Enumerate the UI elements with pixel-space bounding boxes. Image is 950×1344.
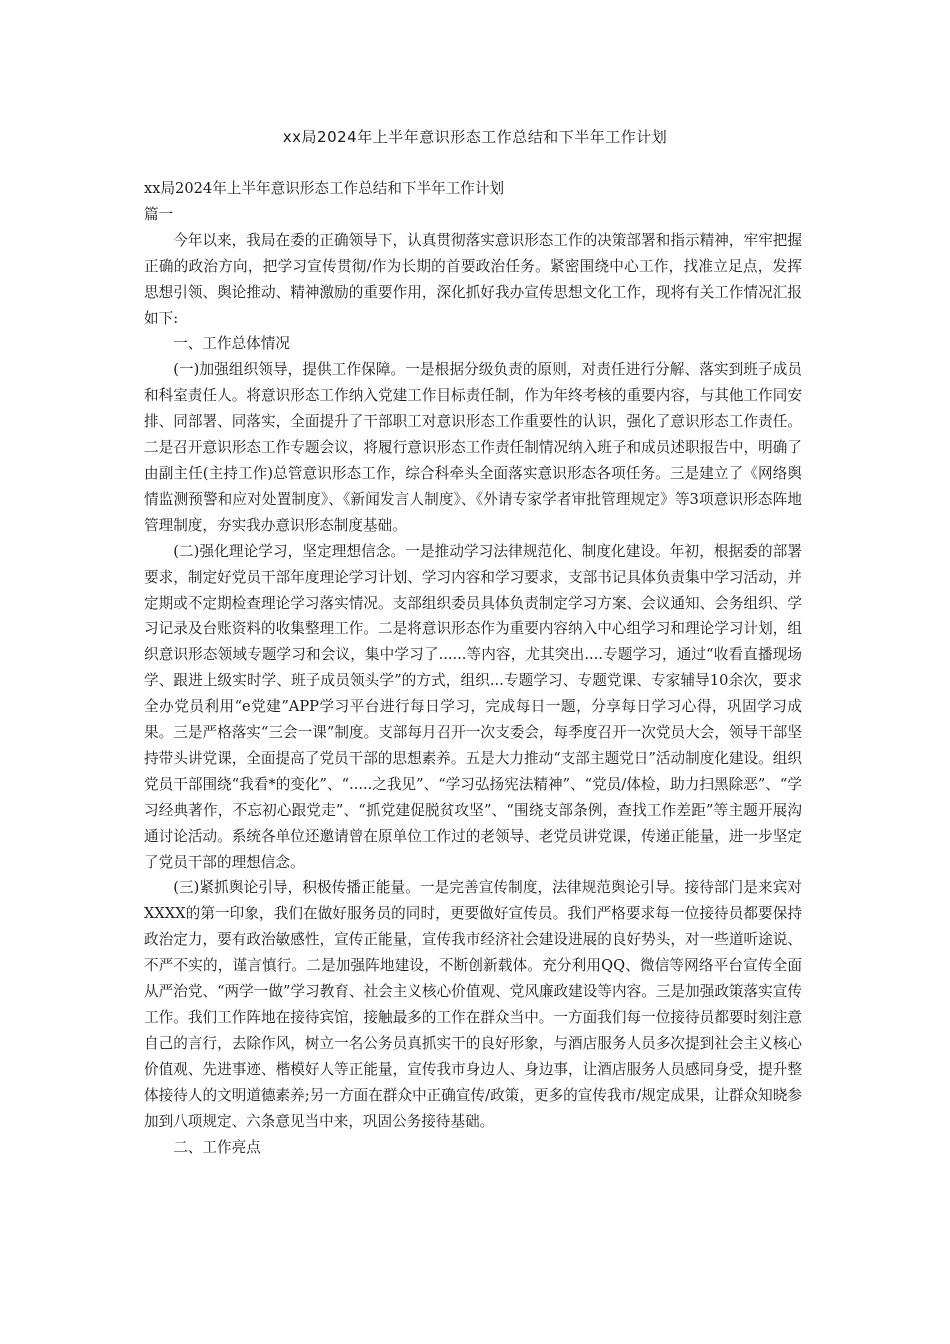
document-subtitle: xx局2024年上半年意识形态工作总结和下半年工作计划 (144, 180, 505, 197)
paragraph-public-opinion: (三)紧抓舆论引导，积极传播正能量。一是完善宣传制度，法律规范舆论引导。接待部门是来宾对XXXX的第一印象，我们在做好服务员的同时，更要做好宣传员。我们严格要求每一位接待员都要保持政治定力，要有政治敏感性，宣传正能量，宣传我市经济社会建设进展的良好势头，对一些道听途说、不严不实的，谨言慎行。二是加强阵地建设，不断创新载体。充分利用QQ、微信等网络平台宣传全面从严治党、“两学一做”学习教育、社会主义核心价值观、党风廉政建设等内容。三是加强政策落实宣传工作。我们工作阵地在接待宾馆，接触最多的工作在群众当中。一方面我们每一位接待员都要时刻注意自己的言行，去除作风，树立一名公务员真抓实干的良好形象，与酒店服务人员多次提到社会主义核心价值观、先进事迹、楷模好人等正能量，宣传我市身边人、身边事，让酒店服务人员感同身受，提升整体接待人的文明道德素养;另一方面在群众中正确宣传/政策，更多的宣传我市/规定成果，让群众知晓参加到八项规定、六条意见当中来，巩固公务接待基础。 (144, 879, 802, 1130)
paragraph-intro: 今年以来，我局在委的正确领导下，认真贯彻落实意识形态工作的决策部署和指示精神，牢牢把握正确的政治方向，把学习宣传贯彻/作为长期的首要政治任务。紧密围绕中心工作，找准立足点，发挥思想引领、舆论推动、精神激励的重要作用，深化抓好我办宣传思想文化工作，现将有关工作情况汇报如下: (144, 231, 802, 327)
document-body (144, 176, 802, 1160)
heading-work-highlights: 二、工作亮点 (173, 1138, 261, 1156)
paragraph-theory-study: (二)强化理论学习，坚定理想信念。一是推动学习法律规范化、制度化建设。年初，根据委的部署要求，制定好党员干部年度理论学习计划、学习内容和学习要求，支部书记具体负责集中学习活动，并定期或不定期检查理论学习落实情况。支部组织委员具体负责制定学习方案、会议通知、会务组织、学习记录及台账资料的收集整理工作。二是将意识形态作为重要内容纳入中心组学习和理论学习计划，组织意识形态领域专题学习和会议，集中学习了......等内容，尤其突出....专题学习，通过“收看直播现场学、跟进上级实时学、班子成员领头学”的方式，组织...专题学习、专题党课、专家辅导10余次，要求全办党员利用“e党建”APP学习平台进行每日学习，完成每日一题，分享每日学习心得，巩固学习成果。三是严格落实“三会一课”制度。支部每月召开一次支委会，每季度召开一次党员大会，领导干部坚持带头讲党课，全面提高了党员干部的思想素养。五是大力推动“支部主题党日”活动制度化建设。组织党员干部围绕“我看*的变化”、“.....之我见”、“学习弘扬宪法精神”、“党员/体检，助力扫黑除恶”、“学习经典著作，不忘初心跟党走”、“抓党建促脱贫攻坚”、“围绕支部条例，查找工作差距”等主题开展沟通讨论活动。系统各单位还邀请曾在原单位工作过的老领导、老党员讲党课，传递正能量，进一步坚定了党员干部的理想信念。 (144, 542, 802, 871)
heading-overall-situation: 一、工作总体情况 (173, 335, 290, 353)
section-label: 篇一 (144, 205, 174, 223)
paragraph-organization-leadership: (一)加强组织领导，提供工作保障。一是根据分级负责的原则，对责任进行分解、落实到班子成员和科室责任人。将意识形态工作纳入党建工作目标责任制，作为年终考核的重要内容，与其他工作同安排、同部署、同落实，全面提升了干部职工对意识形态工作重要性的认识，强化了意识形态工作责任。二是召开意识形态工作专题会议，将履行意识形态工作责任制情况纳入班子和成员述职报告中，明确了由副主任(主持工作)总管意识形态工作，综合科牵头全面落实意识形态各项任务。三是建立了《网络舆情监测预警和应对处置制度》、《新闻发言人制度》、《外请专家学者审批管理规定》等3项意识形态阵地管理制度，夯实我办意识形态制度基础。 (144, 361, 802, 534)
document-title: xx局2024年上半年意识形态工作总结和下半年工作计划 (282, 128, 668, 146)
